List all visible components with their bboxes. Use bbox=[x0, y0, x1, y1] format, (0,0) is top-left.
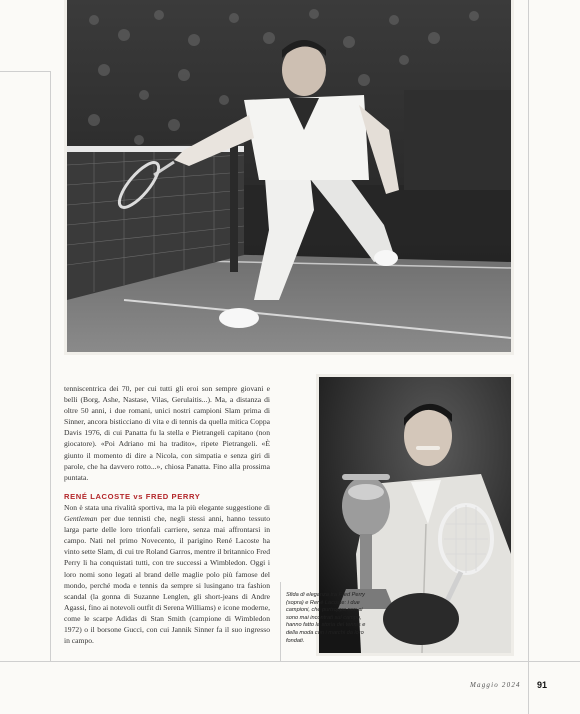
paragraph-2-body: per due tennisti che, negli stessi anni, hanno tessuto larga parte delle loro trionfali carriere, senza mai affrontarsi in campo. Nati nel primo Novecento, il parigino René Lacoste ha vinto sette Slam, di cui tre Roland Garros, mentre il britannico Fred Perry li ha conquistati tutti, con tre successi a Wimbledon. Oggi i loro nomi sono legati al brand delle maglie polo più famose del mondo, perché moda e tennis da sempre si lusingano tra fashion scandal (la gonna di Suzanne Lenglen, gli short-jeans di Andre Agassi, fino ai notevoli outfit di Serena Williams) e icone moderne, come le scarpe Adidas di Stan Smith (campione di Wimbledon 1972) o il borsone Gucci, con cui Jannik Sinner fa il suo ingresso in campo. bbox=[64, 514, 270, 646]
top-left-rule bbox=[0, 71, 50, 72]
photo-fred-perry bbox=[64, 0, 514, 355]
folio-magazine-date: Maggio 2024 bbox=[470, 681, 521, 689]
left-margin-rule bbox=[50, 71, 51, 661]
fred-perry-illustration bbox=[64, 0, 514, 355]
article-subhead: RENÉ LACOSTE vs FRED PERRY bbox=[64, 491, 201, 501]
article-column bbox=[64, 383, 270, 646]
bottom-rule bbox=[0, 661, 580, 662]
column-divider bbox=[280, 582, 281, 662]
article-paragraph-2 bbox=[64, 502, 270, 646]
article-paragraph-1: tenniscentrica dei 70, per cui tutti gli eroi son sempre giovani e belli (Borg, Ashe, Nastase, Vilas, Gerulaitis...). Ma, a distanza di oltre 50 anni, i due romani, unici nostri campioni Slam prima di Sinner, ancora bisticciano di vita e di tennis da quella mitica Coppa Davis 1976, di cui Panatta fu la stella e Pietrangeli capitano (non giocatore). «Poi Adriano mi ha tradito», ripete Pietrangeli. «È giunto il momento di dire a Nicola, con simpatia e senza giri di parole, che ha davvero rotto...», chiosa Panatta. Fino alla prossima puntata. bbox=[64, 384, 270, 482]
photo-caption: Sfida di eleganza tra Fred Perry (sopra) e René Lacoste: i due campioni, che purtroppo non si sono mai incontrati sul campo, hanno fatto la storia del tennis e della moda con i marchi da loro fondati. bbox=[286, 592, 366, 644]
folio-page-number: 91 bbox=[537, 680, 548, 690]
right-margin-rule bbox=[528, 0, 529, 714]
paragraph-2-emphasis: Gentleman bbox=[64, 514, 98, 524]
paragraph-2-intro: Non è stata una rivalità sportiva, ma la più elegante suggestione di bbox=[64, 502, 270, 512]
